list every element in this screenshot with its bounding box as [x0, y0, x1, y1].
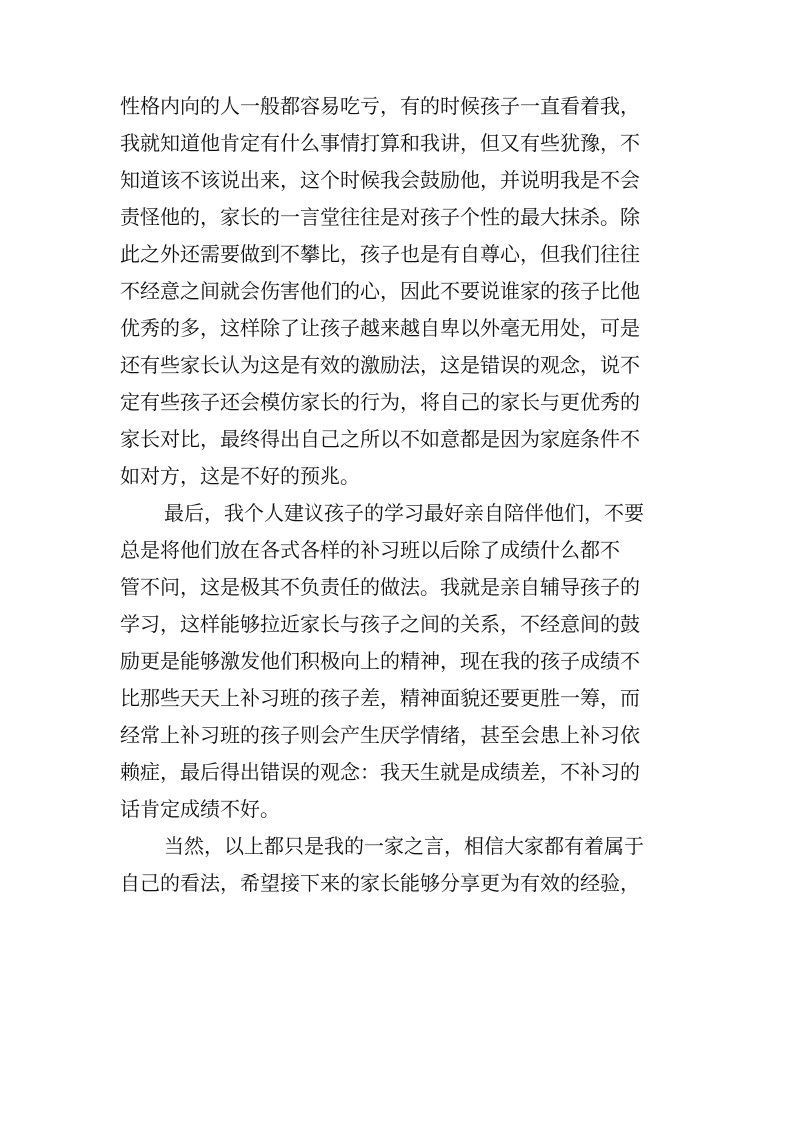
text-line: 定有些孩子还会模仿家长的行为，将自己的家长与更优秀的	[120, 390, 640, 414]
text-line: 励更是能够激发他们积极向上的精神，现在我的孩子成绩不	[120, 649, 640, 673]
text-line: 最后，我个人建议孩子的学习最好亲自陪伴他们，不要	[164, 501, 644, 525]
text-line: 话肯定成绩不好。	[120, 797, 280, 821]
text-line: 赖症，最后得出错误的观念：我天生就是成绩差，不补习的	[120, 760, 640, 784]
text-line: 优秀的多，这样除了让孩子越来越自卑以外毫无用处，可是	[120, 316, 640, 340]
text-line: 性格内向的人一般都容易吃亏，有的时候孩子一直看着我，	[120, 94, 640, 118]
text-line: 管不问，这是极其不负责任的做法。我就是亲自辅导孩子的	[120, 575, 640, 599]
text-line: 不经意之间就会伤害他们的心，因此不要说谁家的孩子比他	[120, 279, 640, 303]
text-line: 当然，以上都只是我的一家之言，相信大家都有着属于	[164, 834, 644, 858]
text-line: 责怪他的，家长的一言堂往往是对孩子个性的最大抹杀。除	[120, 205, 640, 229]
paragraph-2	[120, 495, 680, 828]
text-line: 比那些天天上补习班的孩子差，精神面貌还要更胜一筹，而	[120, 686, 640, 710]
text-line: 自己的看法，希望接下来的家长能够分享更为有效的经验，	[120, 871, 640, 895]
text-line: 知道该不该说出来，这个时候我会鼓励他，并说明我是不会	[120, 168, 640, 192]
text-line: 学习，这样能够拉近家长与孩子之间的关系，不经意间的鼓	[120, 612, 640, 636]
text-line: 家长对比，最终得出自己之所以不如意都是因为家庭条件不	[120, 427, 640, 451]
text-line: 我就知道他肯定有什么事情打算和我讲，但又有些犹豫，不	[120, 131, 640, 155]
document-body	[120, 88, 680, 902]
text-line: 经常上补习班的孩子则会产生厌学情绪，甚至会患上补习依	[120, 723, 640, 747]
paragraph-3	[120, 828, 680, 902]
text-line: 总是将他们放在各式各样的补习班以后除了成绩什么都不	[120, 538, 620, 562]
text-line: 如对方，这是不好的预兆。	[120, 464, 360, 488]
paragraph-1	[120, 88, 680, 495]
text-line: 还有些家长认为这是有效的激励法，这是错误的观念，说不	[120, 353, 640, 377]
text-line: 此之外还需要做到不攀比，孩子也是有自尊心，但我们往往	[120, 242, 640, 266]
